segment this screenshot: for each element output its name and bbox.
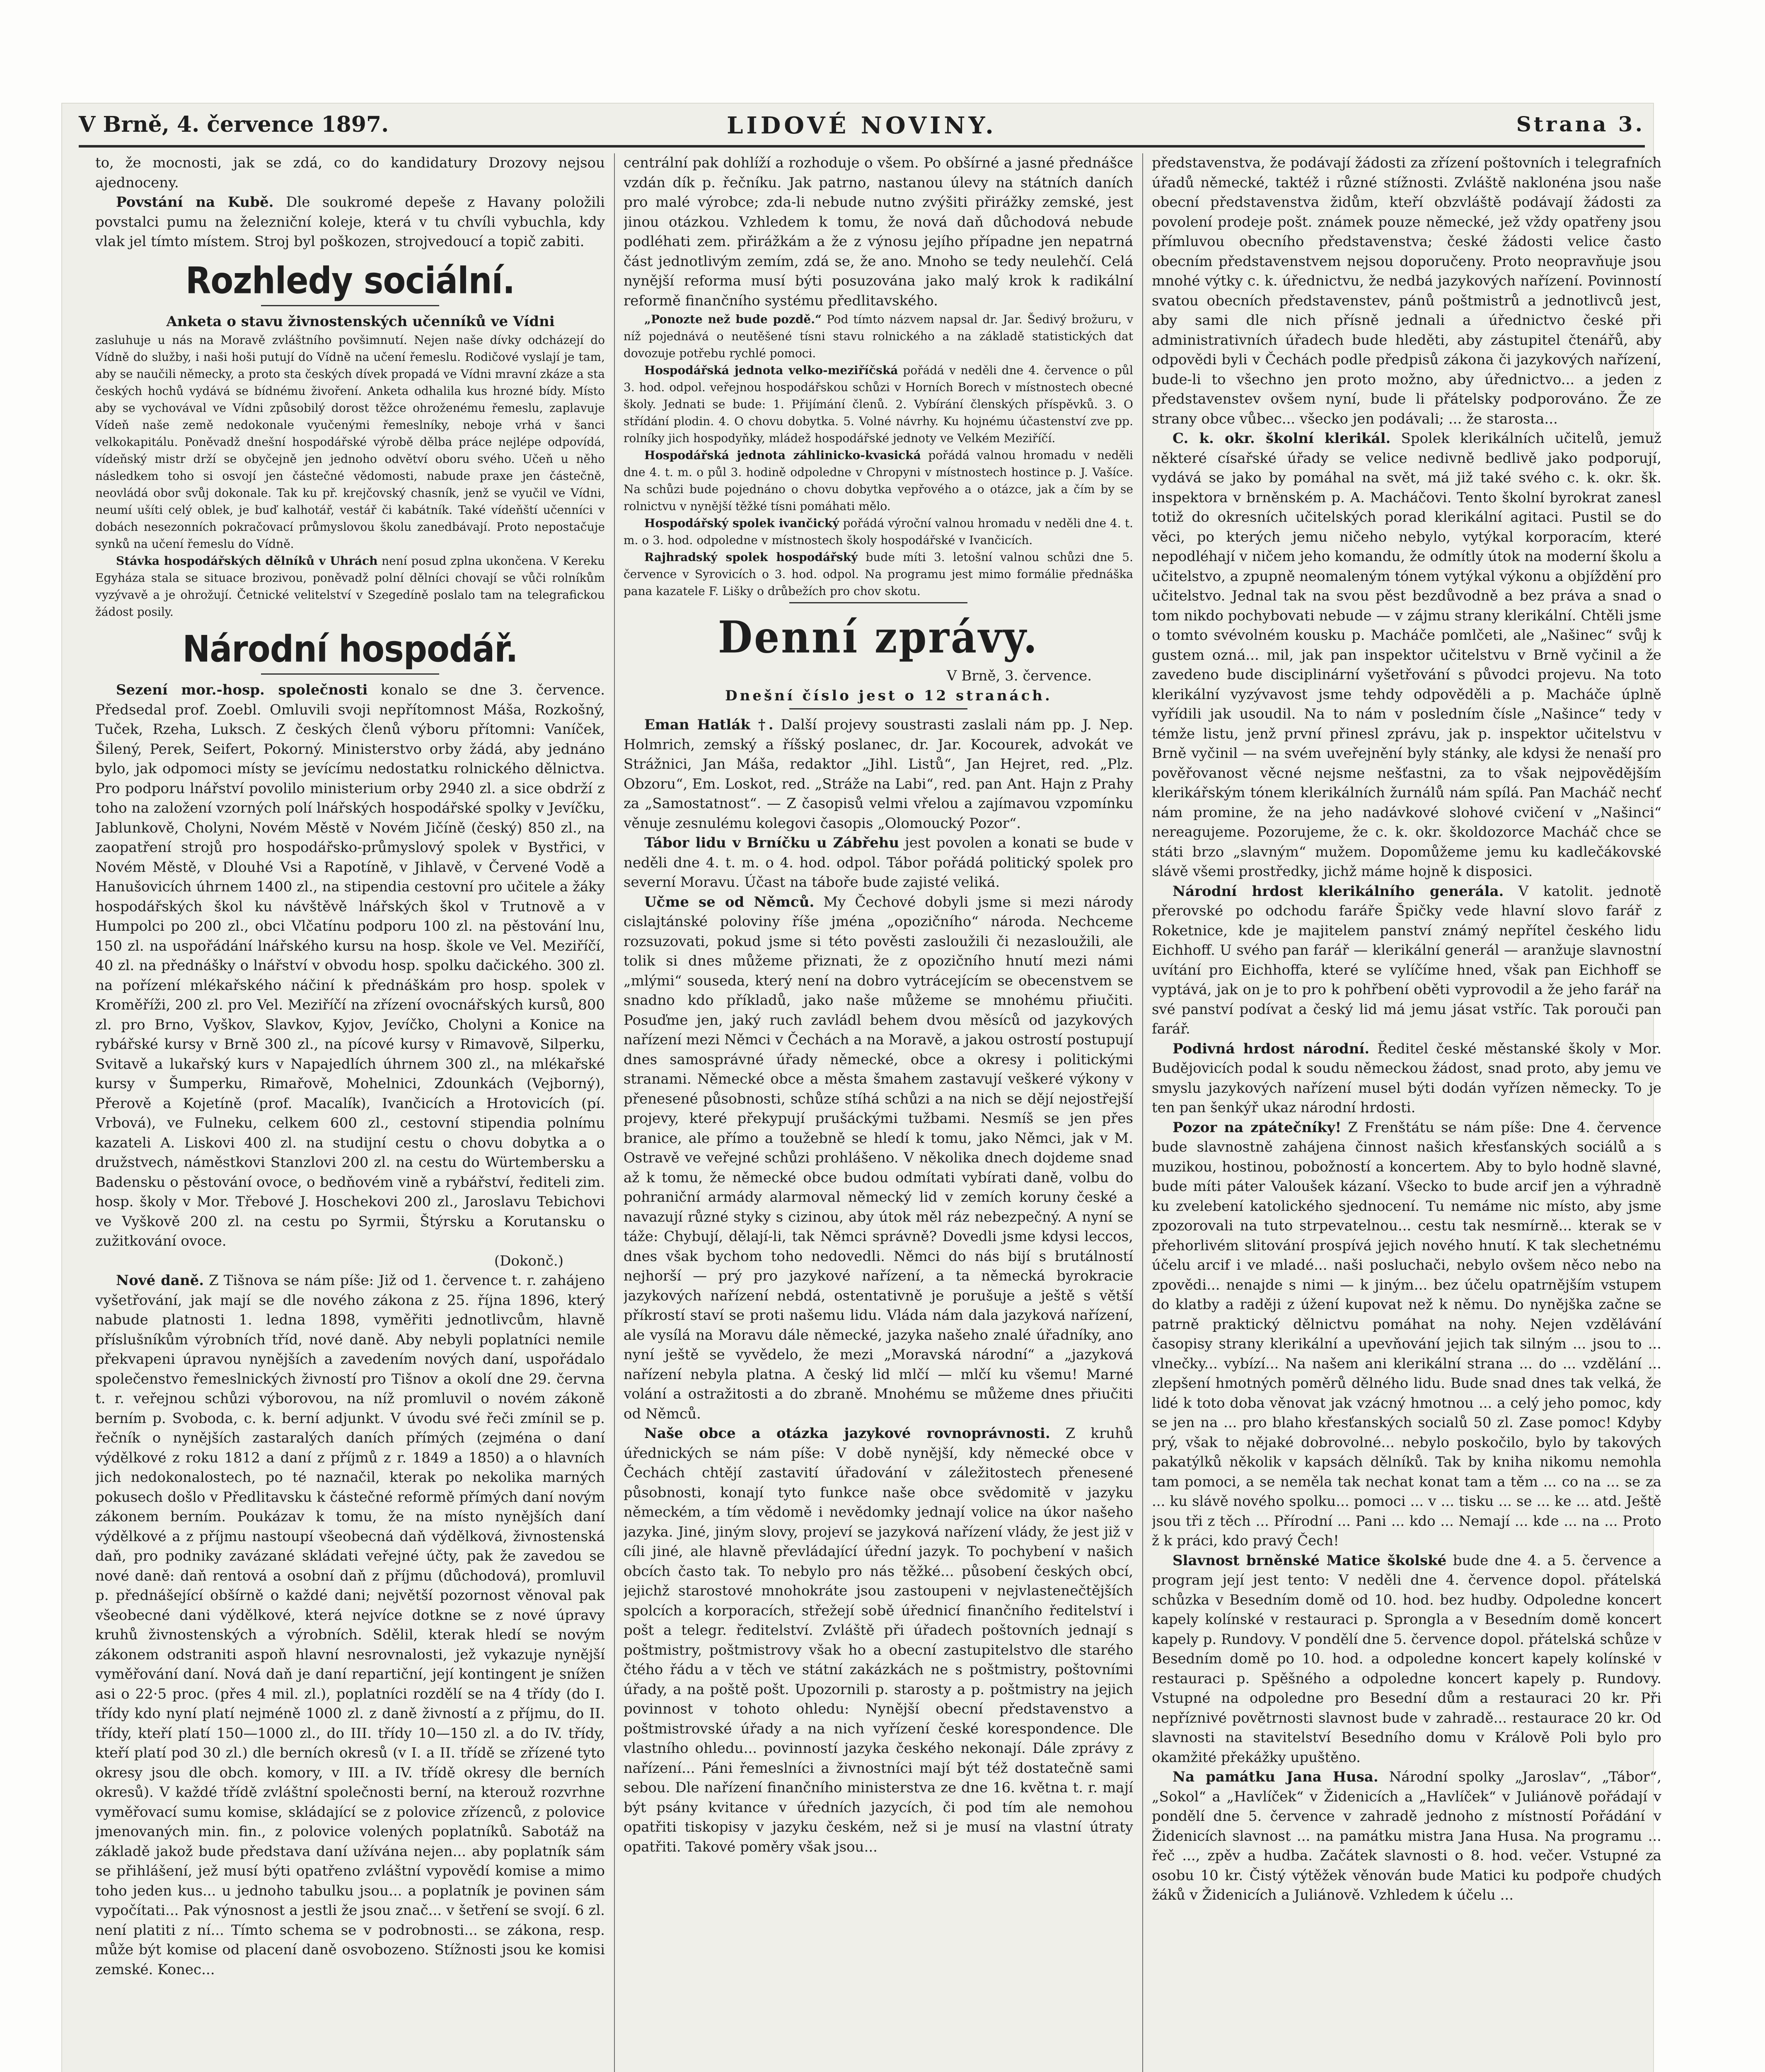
- article-paragraph: [1152, 1767, 1661, 1905]
- article-text: konalo se dne 3. července. Předsedal prof. Zoebl. Omluvili svoji nepřítomnost Máša, Rozkošný, Tuček, Rzeha, Luksch. Z českých členů výboru přítomni: Vaníček, Šilený, Perek, Seifert, Pokorný. Ministerstvo orby žádá, aby jednáno bylo, jak odpomoci místy se jevícímu nedostatku rolnického dělnictva. Pro podporu lnářství povolilo ministerium orby 2940 zl. a sice obdrží z toho na založení vzorných polí lnářských hospodářské spolky v Jevíčku, Jablunkově, Cholyni, Novém Městě v Novém Jičíně (český) 850 zl., na zaopatření strojů pro hospodářsko-průmyslový spolek v Bystřici, v Novém Městě, v Dlouhé Vsi a Rapotíně, v Jihlavě, v Červené Vodě a Hanušovicích úhrnem 1400 zl., na stipendia cestovní pro učitele a žáky hospodářských škol ku návštěvě lnářských škol v Trutnově a v Humpolci po 200 zl., obci Vlčatínu podporu 100 zl. na pěstování lnu, 150 zl. na uspořádání lnářského kursu na hosp. škole ve Vel. Meziříčí, 40 zl. na přednášky o lnářství v obvodu hosp. spolku dačického. 300 zl. na pořízení mlékařského náčiní k přednáškám pro hosp. spolek v Kroměříži, 200 zl. pro Vel. Meziříčí na zřízení ovocnářských kursů, 800 zl. pro Brno, Vyškov, Slavkov, Kyjov, Jevíčko, Cholyni a Konice na rybářské kursy v Brně 300 zl., na pícové kursy v Rimavově, Silperku, Svitavě a lukařský kurs v Napajedlích úhrnem 300 zl., na mlékařské kursy v Šumperku, Rimařově, Mohelnici, Zdounkách (Vejborný), Přerově a Kojetíně (prof. Macalík), Ivančicích a Hrotovicích (pí. Vrbová), ve Fulneku, celkem 600 zl., cestovní stipendia polnímu kazateli A. Liskovi 400 zl. na studijní cestu o chovu dobytka a o družstvech, náměstkovi Stanzlovi 200 zl. na cestu do Würtembersku a Badensku o pěstování ovoce, o bedňovém vině a rybářství, řediteli zim. hosp. školy v Mor. Třebové J. Hoschekovi 200 zl., Jaroslavu Tebichovi ve Vyškově 200 zl. na cestu po Syrmii, Štýrsku a Korutansku o zužitkování ovoce.: [95, 682, 605, 1249]
- article-headline: Rajhradský spolek hospodářský: [644, 550, 858, 564]
- article-paragraph: [1152, 429, 1661, 882]
- article-headline: Národní hrdost klerikálního generála.: [1173, 883, 1504, 900]
- article-paragraph: [624, 833, 1133, 893]
- article-text: Národní spolky „Jaroslav“, „Tábor“, „Sokol“ a „Havlíček“ v Židenicích a „Havlíček“ v Juliánově pořádají v pondělí dne 5. července v zahradě jednoho z místností Pořádání v Židenicích slavnost ... na památku mistra Jana Husa. Na programu ... řeč ..., zpěv a hudba. Začátek slavnosti o 8. hod. večer. Vstupné za osobu 10 kr. Čistý výtěžek věnován bude Matici ku podpoře chudých žáků v Židenicích a Juliánově. Vzhledem k účelu ...: [1152, 1769, 1661, 1903]
- article-headline: Slavnost brněnské Matice školské: [1173, 1552, 1447, 1569]
- article-headline: C. k. okr. školní klerikál.: [1173, 430, 1391, 447]
- article-headline: Podivná hrdost národní.: [1173, 1040, 1370, 1057]
- newspaper-title: LIDOVÉ NOVINY.: [727, 112, 997, 139]
- article-paragraph: [1152, 1551, 1661, 1768]
- article-paragraph: [1152, 1118, 1661, 1551]
- article-headline: Stávka hospodářských dělníků v Uhrách: [116, 554, 378, 568]
- section-heading: Rozhledy sociální.: [185, 259, 515, 302]
- article-text: není posud zplna ukončena. V Kereku Egyháza stala se situace brozivou, poněvadž polní dělníci chovají se vůči rolníkům vyzývavě a je ohrožují. Četnické velitelství v Szegedíně poslalo tam na telegrafickou žádost posily.: [95, 554, 605, 619]
- column-rule: [1142, 153, 1143, 2072]
- article-paragraph: [95, 1271, 605, 1980]
- article-text: bude dne 4. a 5. července a program její jest tento: V neděli dne 4. července dopol. přátelská schůzka v Besedním domě od 10. hod. bez hudby. Odpoledne koncert kapely kolínské v restauraci p. Sprongla a v Besedním domě koncert kapely p. Rundovy. V pondělí dne 5. července dopol. přátelská schůze v Besedním domě po 10. hod. a odpoledne koncert kapely kolínské v restauraci p. Spěšného a odpoledne koncert kapely p. Rundovy. Vstupné na odpoledne pro Besední dům a restauraci 20 kr. Při nepříznivé povětrnosti slavnost bude v zahradě... restaurace 20 kr. Od slavnosti na stavitelství Besedního domu v Králově Poli bylo pro okamžité překážky upuštěno.: [1152, 1552, 1661, 1766]
- article-text: pořádá valnou hromadu v neděli dne 4. t. m. o půl 3. hodině odpoledne v Chropyni v místnostech hostince p. J. Vašíce. Na schůzi bude pojednáno o chovu dobytka vepřového a o otázce, jak a čím by se rolnictvu v nynější těžké tísni pomáhati mělo.: [624, 448, 1133, 513]
- article-paragraph: [624, 515, 1133, 549]
- article-text: zasluhuje u nás na Moravě zvláštního povšimnutí. Nejen naše dívky odcházejí do Vídně do služby, i naši hoši putují do Vídně na učení řemeslu. Rodičové vyslají je tam, aby se naučili německy, a proto sta českých dívek propadá ve Vídni mravní zkáze a sta českých hochů vydává se bídnému živoření. Anketa odhalila kus hrozné bídy. Místo aby se vychovával ve Vídni způsobilý dorost těžce ohroženému řemeslu, zaplavuje Vídeň naše země nedokonale vyučenými řemeslníky, neboje vrhá v šanci velkokapitálu. Poněvadž dnešní hospodářské výrobě dělba práce nejlépe odpovídá, vídeňský mistr drží se obyčejně jen jednoho odvětví oboru svého. Učeň u něho následkem toho si osvojí jen částečné vědomosti, nabude praxe jen částečně, neovládá obor svůj dokonale. Tak ku př. krejčovský chasník, jenž se vyučil ve Vídni, neumí ušíti celý oblek, je buď kalhotář, vestář či kabátník. Také vídeňští učenníci v dobách nesezonních pokračovací průmyslovou školu zanedbávají. Proto nepostačuje synků na učení řemeslu do Vídně.: [95, 333, 605, 551]
- section-heading: Denní zprávy.: [718, 611, 1039, 663]
- article-text: V katolit. jednotě přerovské po odchodu faráře Špičky vede hlavní slovo farář z Roketnice, kde je majitelem panství známý nepřítel českého lidu Eichhoff. U svého pan farář — klerikální generál — aranžuje slavnostní uvítání pro Eichhoffa, které se vylíčíme hned, však pan Eichhoff se vyptává, jak on je to pro k pohřbení oběti vyprovodil a že jeho farář na své panství podívat a český lid má jemu jásat vstříc. Tak porouči pan farář.: [1152, 883, 1661, 1037]
- article-text: Dle soukromé depeše z Havany položili povstalci pumu na železniční koleje, která v tu chvíli vybuchla, kdy vlak jel tímto místem. Stroj byl poškozen, strojvedoucí a topič zabiti.: [95, 194, 605, 250]
- section-heading: Národní hospodář.: [182, 628, 518, 670]
- article-paragraph: [624, 311, 1133, 362]
- article-text: Z Tišnova se nám píše: Již od 1. července t. r. zahájeno vyšetřování, jak mají se dle nového zákona z 25. října 1896, který nabude platnosti 1. ledna 1898, vyměřiti jednotlivcům, hlavně příslušníkům výrobních tříd, nové daně. Aby nebyli poplatníci nemile překvapeni úpravou nynějších a zavedením nových daní, uspořádalo společenstvo řemeslnických živností pro Tišnov a okolí dne 29. června t. r. veřejnou schůzi výborovou, na níž promluvil o novém zákoně berním p. Svoboda, c. k. berní adjunkt. V úvodu své řeči zmínil se p. řečník o nynějších zastaralých daních přímých (zejména o daní výdělkové z roku 1812 a daní z příjmů z r. 1849 a 1850) a o hlavních jich nedokonalostech, po té naznačil, kterak po nekolika marných pokusech došlo v Předlitavsku k částečné reformě přímých daní novým zákonem berním. Poukázav k tomu, že na místo nynějších daní výdělkové a z příjmu nastoupí všeobecná daň výdělková, živnostenská daň, pro podniky zavázané skládati veřejné účty, pak že zavedou se nové daně: daň rentová a osobní daň z příjmu (důchodová), promluvil p. přednášející obšírně o každé dani; největší pozornost věnoval pak všeobecné dani výdělkové, která nejvíce dotkne se z nové úpravy kruhů živnostenských a výrobních. Sdělil, kterak hledí se novým zákonem odstraniti aspoň hlavní nesrovnalosti, jež vykazuje nynější vyměřování daní. Nová daň je daní repartiční, její kontingent je snížen asi o 22·5 proc. (přes 4 mil. zl.), poplatníci rozdělí se na 4 třídy (do I. třídy kdo nyní platí nejméně 1000 zl. z daně živností a z příjmu, do II. třídy, kteří platí 150—1000 zl., do III. třídy 10—150 zl. a do IV. třídy, kteří platí pod 30 zl.) dle berních okresů (v I. a II. třídě se zřízené tyto okresy jsou dle obch. komory, v III. a IV. třídě okresy dle berních okresů). V každé třídě zvláštní společnosti berní, na kterouž rozvrhne vyměřovací sumu komise, skládající se z polovice zřízenců, z polovice jmenovaných min. fin., z polovice volených poplatníků. Sabotáž na základě jakož bude představa daní užívána nejen... aby poplatník sám se přihlášení, jež musí býti opatřeno zvláštní vypovědí komise a mimo toho jeden kus... u jednoho tabulku jsou... a poplatník je povinen sám vypočítati... Pak výnosnost a jestli že jsou znač... v šetření se svojí. 6 zl. není platiti z ní... Tímto schema se v podrobnosti... se zákona, resp. může být komise od placení daně osvobozeno. Stížnosti jsou ke komisi zemské. Konec...: [95, 1272, 605, 1978]
- issue-notice: Dnešní číslo jest o 12 stranách.: [725, 687, 1052, 704]
- article-paragraph: [95, 552, 605, 620]
- article-headline: Povstání na Kubě.: [116, 194, 274, 211]
- article-paragraph: [624, 893, 1133, 1424]
- article-headline: Sezení mor.-hosp. společnosti: [116, 682, 368, 698]
- column-rule: [614, 153, 615, 2072]
- issue-date: V Brně, 4. července 1897.: [79, 112, 389, 137]
- article-headline: Anketa o stavu živnostenských učenníků ve Vídni: [166, 313, 555, 330]
- divider: [789, 602, 967, 603]
- article-headline: Na památku Jana Husa.: [1173, 1769, 1378, 1785]
- article-text: pořádá výroční valnou hromadu v neděli dne 4. t. m. o 3. hod. odpoledne v místnostech školy hospodářské v Ivančicích.: [624, 516, 1133, 547]
- column-2: [624, 153, 1133, 2072]
- article-text: bude míti 3. letošní valnou schůzi dne 5. července v Syrovicích o 3. hod. odpol. Na programu jest mimo formálie přednáška pana kazatele F. Lišky o drůbežích pro chov skotu.: [624, 550, 1133, 598]
- article-text: pořádá v neděli dne 4. července o půl 3. hod. odpol. veřejnou hospodářskou schůzi v Horních Borech v místnostech obecné školy. Jednati se bude: 1. Přijímání členů. 2. Vybírání členských příspěvků. 3. O střídání plodin. 4. O chovu dobytka. 5. Volné návrhy. Ku hojnému účastenství zve pp. rolníky jich hospodyňky, mládež hospodářské jednoty ve Velkém Meziříčí.: [624, 363, 1133, 445]
- article-paragraph: [95, 193, 605, 252]
- article-headline: Tábor lidu v Brníčku u Zábřehu: [644, 835, 899, 851]
- article-text: Ředitel české městanské školy v Mor. Budějovicích podal k soudu německou žádost, snad proto, aby jemu ve smyslu jazykových nařízení musel býti dodán vyřízen německy. To je ten pan šenkýř ukaz národní hrdosti.: [1152, 1040, 1661, 1116]
- article-headline: Hospodářský spolek ivančický: [644, 516, 839, 530]
- article-headline: Hospodářská jednota velko-meziříčská: [644, 363, 898, 377]
- column-3: [1152, 153, 1661, 2072]
- article-paragraph: to, že mocnosti, jak se zdá, co do kandidatury Drozovy nejsou ajednoceny.: [95, 155, 605, 191]
- article-paragraph: [624, 1424, 1133, 1857]
- article-paragraph: [95, 680, 605, 1251]
- article-text: jest povolen a konati se bude v neděli dne 4. t. m. o 4. hod. odpol. Tábor pořádá politický spolek pro severní Moravu. Účast na táboře bude zajisté veliká.: [624, 835, 1133, 891]
- article-headline: „Ponozte než bude pozdě.“: [644, 312, 822, 326]
- article-text: Z Frenštátu se nám píše: Dne 4. července bude slavnostně zahájena činnost našich křesťanských sociálů a s muzikou, hostinou, pobožností a koncertem. Aby to bylo hodně slavné, bude míti páter Valoušek kázaní. Všecko to bude arcif jen a výhradně ku zvelebení katolického sjednocení. Tu nemáme nic místo, aby jsme zpozorovali na tuto strpevatelnou... cestu tak nesmírně... kterak se v přehorlivém slitování prospívá jejich nového hnutí. K tak slechetnému účelu arcif i ve mladé... naši posluchači, nebylo ovšem něco nebo na zpovědi... nenajde s nimi — k jiným... bez účelu opatrnějším vstupem do klatby a raději z úžení kupovat než k němu. Do nynějška začne se patrně praktický dělnictvu pomáhat na nohy. Nejen vzdělávání časopisy strany klerikální a upevňování jejich tak silným ... jsou to ... vlnečky... vybízí... Na našem ani klerikální strana ... do ... vzdělání ... zlepšení hmotných poměrů dělného lidu. Bude snad dnes tak velká, že lidé k toto doba věnovat jak vzácný hmotnou ... a celý jeho pomoc, kdy se jen na ... pro blaho křesťanských socialů 50 zl. Zase pomoc! Kdyby prý, však to nějaké dobrovolné... nebylo poskočilo, bylo by takových pakatýlků několik v kapsách dělníků. Tak by kniha nikomu nemohla tam pomoci, a se neměla tak nechat konat tam a těm ... co na ... se za ... ku slávě nového spolku... pomoci ... v ... tisku ... se ... ke ... atd. Ještě jsou tři z těch ... Přírodní ... Pani ... kdo ... Nemají ... kde ... na ... Proto ž k práci, kdo pravý Čech!: [1152, 1119, 1661, 1549]
- article-paragraph: představenstva, že podávají žádosti za zřízení poštovních i telegrafních úřadů německé, taktéž i různé stížnosti. Zvláště naklonéna jsou naše obecní představenstva židům, kteří obzvláště podávají žádosti za povolení prodeje pošt. známek pouze německé, jež vždy opatřeny jsou přímluvou obecního představenstva; české žádosti velice často obecním představenstvem nejsou doporučeny. Proto neopravňuje jsou mnohé výtky c. k. úřednictvu, že nedbá jazykových nařízení. Povinností svatou obecních představenstev, pánů poštmistrů a jednotlivců jest, aby sami dle nich přísně jednali a úřednictvo české při administrativních úřadech bude hleděti, aby zástupitel čtenářů, aby odpovědi byli v Čechách podle předpisů zákona či jazykových nařízení, bude-li to všechno jen proto možno, aby úřednictvo... a jeden z představenstev ovšem nyní, bude li přátelsky podporováno. Že ze strany obce vůbec... všecko jen podávali; ... že starosta...: [1152, 155, 1661, 427]
- article-paragraph: [624, 715, 1133, 833]
- article-text: Další projevy soustrasti zaslali nám pp. J. Nep. Holmrich, zemský a říšský poslanec, dr. Jar. Kocourek, advokát ve Strážnici, Jan Máša, redaktor „Jihl. Listů“, Jan Hejret, red. „Plz. Obzoru“, Em. Loskot, red. „Stráže na Labi“, red. pan Ant. Hajn z Prahy za „Samostatnost“. — Z časopisů velmi vřelou a zajímavou vzpomínku věnuje zesnulému kolegovi časopis „Olomoucký Pozor“.: [624, 716, 1133, 832]
- article-text: Spolek klerikálních učitelů, jemuž některé císařské úřady se velice nedivně bedlivě jako podporují, vydává se jako by pomáhal na svět, má již také svého c. k. okr. šk. inspektora v brněnském p. A. Macháčovi. Tento školní byrokrat zanesl totiž do okresních učitelských porad klerikální agitaci. Pustil se do věci, po kterých jemu ničeho nebylo, vytýkal korporacím, které nepodléhají v ničem jeho komandu, že odmítly útok na moderní školu a učitelstvo, a zpupně neomaleným tónem vytýkal výkonu a objíždění pro učitelstvo. Jednal tak na svou pěst bezdůvodně a bez práva a snad o tom nikdo pochybovati nebude — v zájmu strany klerikální. Chtěli jsme o tomto svévolném kousku p. Macháče pomlčeti, ale „Našinec“ svůj k gustem ozná... mil, jak pan inspektor učitelstvu v Brně vyčinil a že zavedeno bude disciplinární vyšetřování s původci projevu. Na toto klerikální vyzývavost jsme tehdy odpověděli a p. Macháče úplně vyřídili jak usoudil. Na to nám v posledním čísle „Našince“ tedy v témže listu, jenž první přinesl zprávu, jak p. inspektor učitelstvu v Brně vyčinil — na svém uveřejnění byly stánky, ale kdysi že nenaší pro pověřovanost věcné nejsme nešťastni, za to však nejpovědějším klerikářským tónem klerikálních žurnálů nám spílá. Pan Macháč nechť nám promine, že na jeho nadávkové slohové cvičení v „Našinci“ nereagujeme. Pozorujeme, že c. k. okr. školdozorce Macháč chce se státi brzo „slavným“ mužem. Dopomůžeme jemu ku kadlečákovské slávě všemi prostředky, jichž máme hojně k disposici.: [1152, 430, 1661, 880]
- article-headline: Nové daně.: [116, 1272, 204, 1289]
- article-paragraph: [624, 362, 1133, 447]
- article-headline: Učme se od Němců.: [644, 893, 815, 910]
- article-headline: Naše obce a otázka jazykové rovnoprávnosti.: [644, 1425, 1050, 1442]
- article-text: My Čechové dobyli jsme si mezi národy cislajtánské poloviny říše jména „opozičního“ národa. Nechceme rozsuzovati, pokud jsme si této pověsti zasloužili či nezasloužili, ale tolik si dnes můžeme přiznati, že z opozičního hnutí mezi námi „mlými“ souseda, který není na dobro vytrácejícím se obecenstvem se snadno kdo příkladů, jako naše můžeme se mnohému přiučiti. Posuďme jen, jaký ruch zavládl behem dvou měsíců od jazykových nařízení mezi Němci v Čechách a na Moravě, a jakou ostrostí postupují dnes samosprávné úřady německé, obce a okresy i politickými stranami. Německé obce a města šmahem zastavují veškeré výkony v přenesené působnosti, schůze stíhá schůzi a na nich se dějí nejostřejší projevy, které překypují prušáckými tužbami. Nesmíš se jen přes branice, ale přímo a toužebně se hledí k tomu, jako Němci, jak v M. Ostravě ve veřejné schůzi prohlášeno. V několika dnech dojdeme snad až k tomu, že německé obce budou odmítati vybírati daně, volbu do pohraniční armády alarmoval německý lid v zemích koruny české a navazují různé styky s cizinou, aby útok měl ráz nebezpečný. A nyní se táže: Chybují, dělají-li, tak Němci správně? Dovedli jsme kdysi leccos, dnes však bychom toho nedovedli. Němci do nás bijí s brutálností nejhorší — prý pro jazykové nařízení, a ta německá byrokracie jazykových nařízení nebdá, ostentativně je porušuje a ještě s větší příkrostí staví se proti našemu lidu. Vláda nám dala jazyková nařízení, ale vysílá na Moravu dále německé, jazyka našeho znalé úřadníky, ano nyní ještě se vyvědelo, že mezi „Moravská národní“ a „jazyková nařízení nebyla platna. A český lid mlčí — mlčí ku všemu! Marné volání a ostražitosti a do zbraně. Mnohému se můžeme dnes přiučiti od Němců.: [624, 893, 1133, 1422]
- article-headline: Hospodářská jednota záhlinicko-kvasická: [644, 448, 921, 462]
- article-paragraph: [624, 447, 1133, 515]
- article-text: Pod tímto názvem napsal dr. Jar. Šedivý brožuru, v níž pojednává o neutěšené tísni stavu rolnického a na základě statistických dat dovozuje potřebu rychlé pomoci.: [624, 312, 1133, 360]
- article-paragraph: [1152, 882, 1661, 1039]
- divider: [789, 708, 967, 709]
- divider: [261, 305, 439, 306]
- divider: [261, 673, 439, 675]
- continued-note: (Dokonč.): [494, 1252, 563, 1269]
- dateline: V Brně, 3. července.: [946, 668, 1092, 684]
- masthead: [79, 112, 1645, 148]
- article-text: Z kruhů úřednických se nám píše: V době nynější, kdy německé obce v Čechách chtějí zastavití úřadování v záležitostech přenesené působnosti, konají tyto funkce naše obce svědomitě v jazyku německém, a tím vědomě i nevědomky jednají volice na úkor našeho jazyka. Jiné, jiným slovy, projeví se jazyková nařízení vlády, že jest již v cíli jiné, ale hlavně převládající úřední jazyk. To pochybení v našich obcích často tak. To nebylo pro nás těžké... působení českých obcí, jejichž starostové mnohokráte jsou zastoupeni v nejvlastenečtějších spolcích a korporacích, střežejí sobě úřednicí finančního ředitelství i pošt a telegr. ředitelství. Zvláště při úřadech poštovních jednají s poštmistry, poštmistrovy však ho a obecní zastupitelstvo dle starého čtého řádu a v těch ve státní zakázkách ne s poštmistry, poštovními úřady, a na poště pošt. Upozornili p. starosty a p. poštmistry na jejich povinnost v tohoto ohledu: Nynější obecní představenstvo a poštmistrovské úřady a na nich vyřízení české korespondence. Dle vlastního ohledu... povinností jazyka českého nekonají. Dále zprávy z nařízení... Páni řemeslníci a živnostníci mají být též dostatečně sami sebou. Dle nařízení finančního ministerstva ze dne 16. května t. r. mají být psány kvitance v úředních jazycích, či pod tím ale nemohou opatřiti tiskopisy v jazyku českém, než si je musí na vlastní útraty opatřiti. Takové poměry však jsou...: [624, 1425, 1133, 1855]
- page-number: Strana 3.: [1516, 112, 1645, 136]
- article-paragraph: [1152, 1039, 1661, 1118]
- article-paragraph: centrální pak dohlíží a rozhoduje o všem. Po obšírné a jasné přednášce vzdán dík p. řečníku. Jak patrno, nastanou úlevy na státních daních pro malé výrobce; zda-li nebude nutno zvýšiti přirážky zemské, jest jinou otázkou. Vzhledem k tomu, že nová daň důchodová nebude podléhati zem. přirážkám a že z výnosu jejího případne jen nepatrná část jednotlivým zemím, zdá se, že ano. Mnoho se tedy neulehčí. Celá nynější reforma musí býti posuzována jako malý krok k radikální reformě finančního systému předlitavského.: [624, 155, 1133, 309]
- column-1: [95, 153, 605, 2072]
- article-headline: Eman Hatlák †.: [644, 716, 774, 733]
- article-headline: Pozor na zpátečníky!: [1173, 1119, 1342, 1136]
- article-paragraph: [624, 549, 1133, 600]
